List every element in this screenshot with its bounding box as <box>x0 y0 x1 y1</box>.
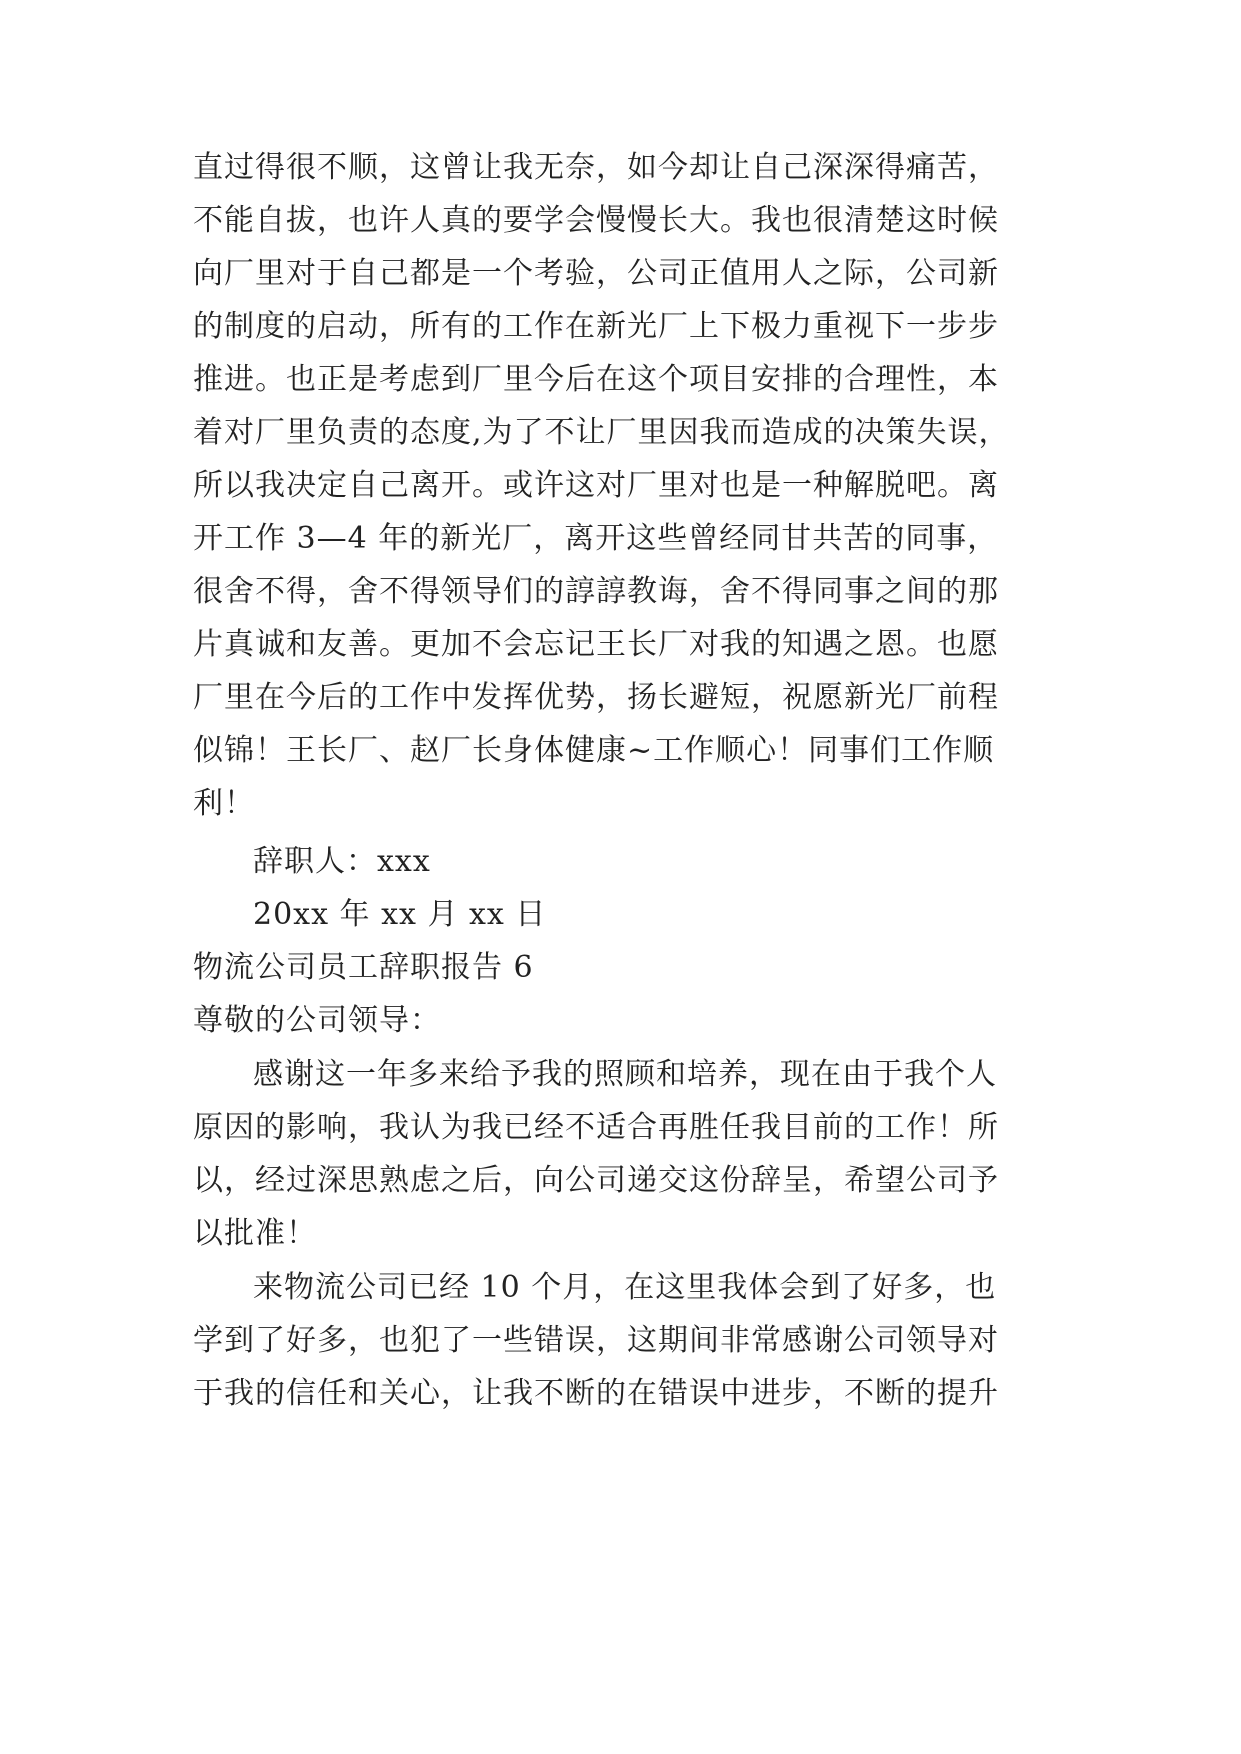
signature: 辞职人：xxx <box>253 844 431 879</box>
paragraph-line: 于我的信任和关心，让我不断的在错误中进步，不断的提升 <box>193 1376 999 1411</box>
text-line: 不能自拔，也许人真的要学会慢慢长大。我也很清楚这时候 <box>193 203 999 238</box>
text-line: 的制度的启动，所有的工作在新光厂上下极力重视下一步步 <box>193 309 999 344</box>
text-line: 厂里在今后的工作中发挥优势，扬长避短，祝愿新光厂前程 <box>193 680 999 715</box>
date: 20xx 年 xx 月 xx 日 <box>253 897 547 932</box>
paragraph-line: 感谢这一年多来给予我的照顾和培养，现在由于我个人 <box>253 1057 997 1092</box>
paragraph-line: 以，经过深思熟虑之后，向公司递交这份辞呈，希望公司予 <box>193 1163 999 1198</box>
text-line: 推进。也正是考虑到厂里今后在这个项目安排的合理性，本 <box>193 362 999 397</box>
text-line: 很舍不得，舍不得领导们的諄諄教诲，舍不得同事之间的那 <box>193 574 999 609</box>
salutation: 尊敬的公司领导： <box>193 1003 441 1038</box>
text-line: 利！ <box>193 786 255 821</box>
section-title: 物流公司员工辞职报告 6 <box>193 950 534 985</box>
text-line: 向厂里对于自己都是一个考验，公司正值用人之际，公司新 <box>193 256 999 291</box>
text-line: 似锦！王长厂、赵厂长身体健康~工作顺心！同事们工作顺 <box>193 733 995 768</box>
paragraph-line: 来物流公司已经 10 个月，在这里我体会到了好多，也 <box>253 1270 997 1305</box>
paragraph-line: 学到了好多，也犯了一些错误，这期间非常感谢公司领导对 <box>193 1323 999 1358</box>
text-line: 着对厂里负责的态度,为了不让厂里因我而造成的决策失误， <box>193 415 1010 450</box>
text-line: 直过得很不顺，这曾让我无奈，如今却让自己深深得痛苦， <box>193 150 999 185</box>
text-line: 片真诚和友善。更加不会忘记王长厂对我的知遇之恩。也愿 <box>193 627 999 662</box>
paragraph-line: 原因的影响，我认为我已经不适合再胜任我目前的工作！所 <box>193 1110 999 1145</box>
text-line: 所以我决定自己离开。或许这对厂里对也是一种解脱吧。离 <box>193 468 999 503</box>
text-line: 开工作 3—4 年的新光厂，离开这些曾经同甘共苦的同事， <box>193 521 999 556</box>
paragraph-line: 以批准！ <box>193 1216 317 1251</box>
